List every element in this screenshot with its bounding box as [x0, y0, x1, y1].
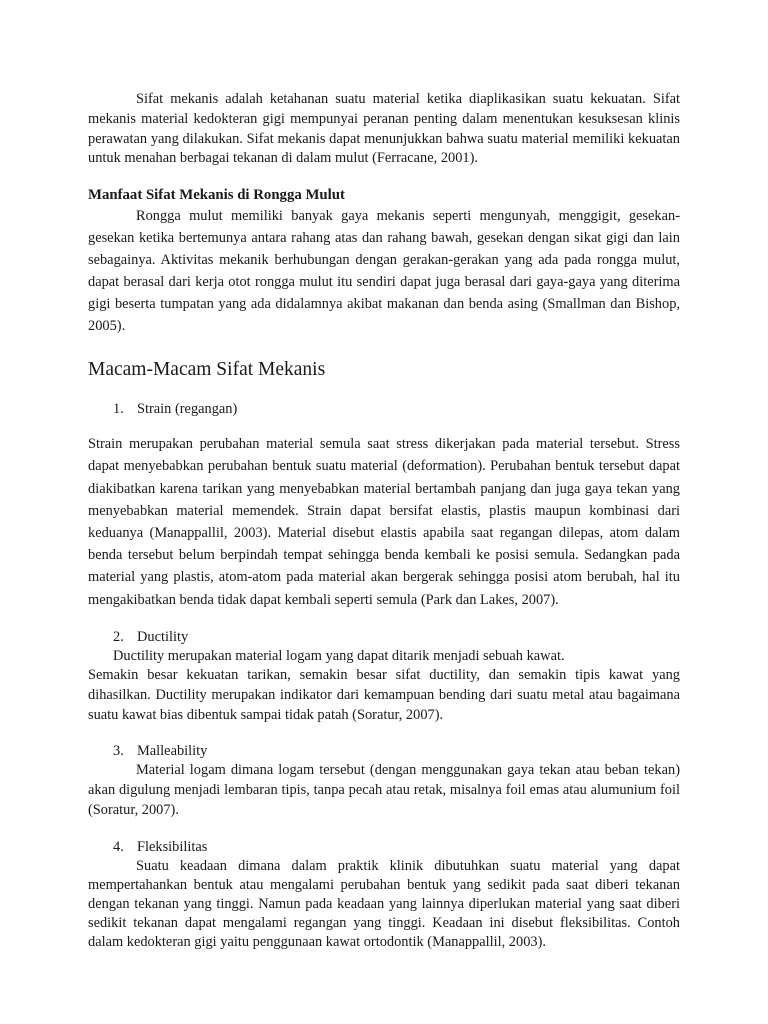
- list-item-title: Strain (regangan): [137, 401, 238, 418]
- list-item-fleksibilitas: [88, 837, 680, 857]
- list-number: 3.: [113, 743, 124, 760]
- macam-heading: Macam-Macam Sifat Mekanis: [88, 359, 326, 381]
- ductility-rest: Semakin besar kekuatan tarikan, semakin besar sifat ductility, dan semakin tipis kawat yang dihasilkan. Ductility merupakan indikator dari kemampuan bending dari suatu metal atau bagaimana suatu kawat bias dibentuk sampai tidak patah (Soratur, 2007).: [88, 667, 680, 723]
- manfaat-heading: Manfaat Sifat Mekanis di Rongga Mulut: [88, 187, 345, 204]
- list-item-title: Fleksibilitas: [137, 838, 208, 855]
- malleability-paragraph: Material logam dimana logam tersebut (dengan menggunakan gaya tekan atau beban tekan) akan digulung menjadi lembaran tipis, tanpa pecah atau retak, misalnya foil emas atau alumunium foil (Soratur, 2007).: [88, 762, 680, 818]
- list-item-strain: [88, 399, 680, 419]
- list-number: 1.: [113, 401, 124, 418]
- list-item-malleability: [88, 741, 680, 761]
- intro-paragraph: Sifat mekanis adalah ketahanan suatu material ketika diaplikasikan suatu kekuatan. Sifat mekanis material kedokteran gigi mempunyai peranan penting dalam menentukan kesuksesan klinis perawatan yang dilakukan. Sifat mekanis dapat menunjukkan bahwa suatu material memiliki kekuatan untuk menahan berbagai tekanan di dalam mulut (Ferracane, 2001).: [88, 91, 680, 167]
- list-item-title: Ductility: [137, 628, 189, 645]
- ductility-first-line: Ductility merupakan material logam yang dapat ditarik menjadi sebuah kawat.: [113, 647, 565, 664]
- list-item-ductility: [88, 627, 680, 647]
- list-item-title: Malleability: [137, 743, 208, 760]
- list-number: 4.: [113, 838, 124, 855]
- list-number: 2.: [113, 628, 124, 645]
- ductility-paragraph: [88, 647, 680, 725]
- strain-paragraph: Strain merupakan perubahan material semula saat stress dikerjakan pada material tersebut. Stress dapat menyebabkan perubahan bentuk suatu material (deformation). Perubahan bentuk tersebut dapat diakibatkan karena tarikan yang menyebabkan material bertambah panjang dan juga gaya tekan yang menyebabkan material memendek. Strain dapat bersifat elastis, plastis maupun kombinasi dari keduanya (Manappallil, 2003). Material disebut elastis apabila saat regangan dilepas, atom dalam benda tersebut belum berpindah tempat sehingga benda kembali ke posisi semula. Sedangkan pada material yang plastis, atom-atom pada material akan bergerak sehingga posisi atom berubah, hal itu mengakibatkan benda tidak dapat kembali seperti semula (Park dan Lakes, 2007).: [88, 436, 680, 608]
- manfaat-paragraph: Rongga mulut memiliki banyak gaya mekanis seperti mengunyah, menggigit, gesekan-gesekan ketika bertemunya antara rahang atas dan rahang bawah, gesekan dengan sikat gigi dan lain sebagainya. Aktivitas mekanik berhubungan dengan gerakan-gerakan yang ada pada rongga mulut, dapat berasal dari kerja otot rongga mulut itu sendiri dapat juga berasal dari gaya-gaya yang diterima gigi beserta tumpatan yang ada didalamnya akibat makanan dan benda asing (Smallman dan Bishop, 2005).: [88, 208, 680, 335]
- fleksibilitas-paragraph: Suatu keadaan dimana dalam praktik klinik dibutuhkan suatu material yang dapat mempertahankan bentuk atau mengalami perubahan bentuk yang sedikit pada saat diberi tekanan dengan tekanan yang tinggi. Namun pada keadaan yang lainnya diperlukan material yang saat diberi sedikit tekanan dapat mengalami regangan yang tinggi. Keadaan ini disebut fleksibilitas. Contoh dalam kedokteran gigi yaitu penggunaan kawat ortodontik (Manappallil, 2003).: [88, 857, 680, 951]
